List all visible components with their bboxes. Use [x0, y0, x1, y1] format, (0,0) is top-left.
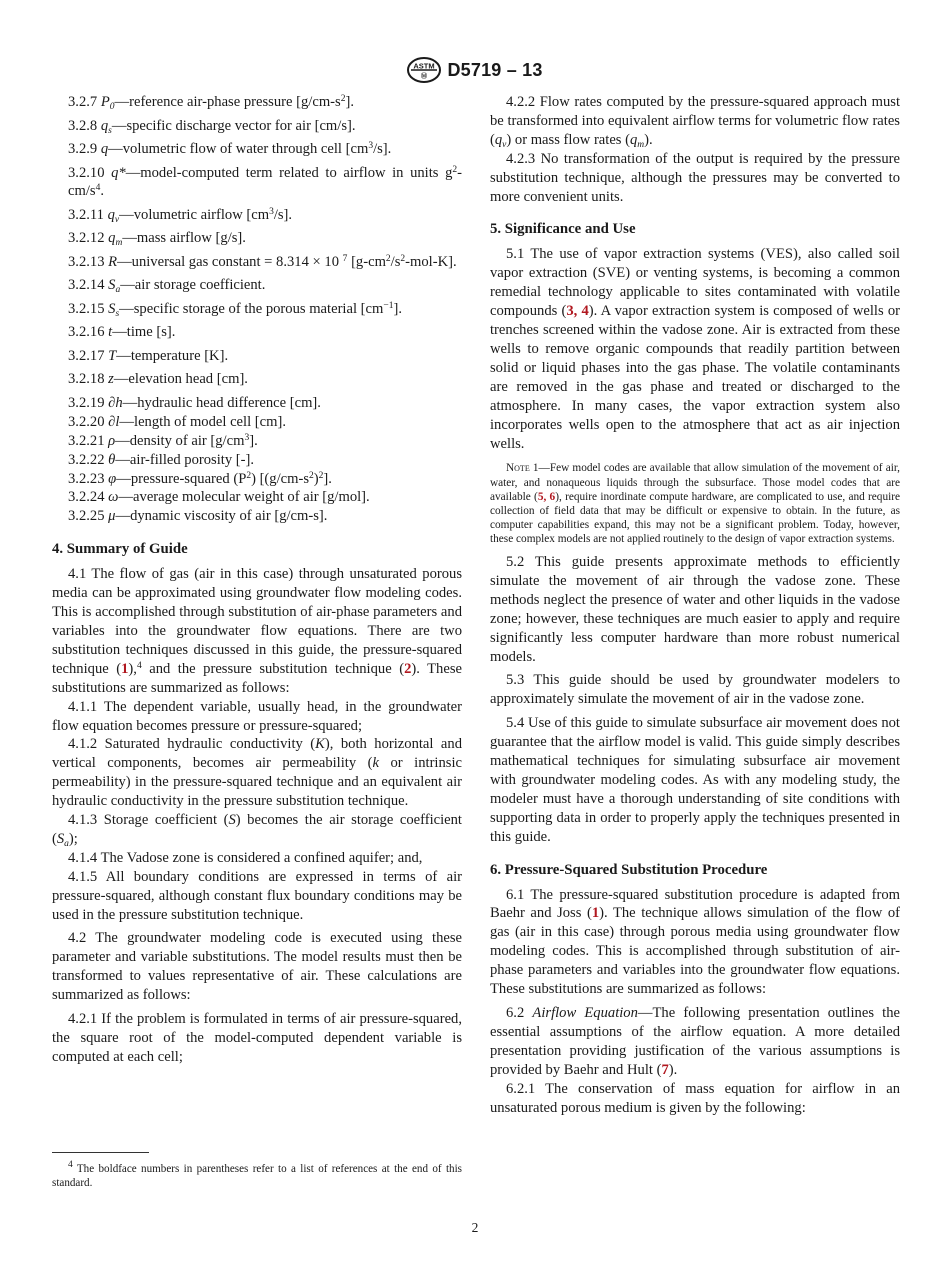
note-1: Note 1—Few model codes are available that allow simulation of the movement of air, water, and nonaqueous liquids through the subsurface. Those model codes that are available (5, 6), require inordinate compute hardware, are complicated to use, and require collection of field data that may be difficult or expensive to obtain. In the future, as computer capabilities expand, this may not be a significant problem. Today, however, these complex models are not applied routinely to the design of vapor extraction systems.	[490, 462, 901, 545]
astm-logo-icon	[407, 57, 441, 83]
svg-text:Ⓜ: Ⓜ	[421, 74, 428, 80]
definition-item: 3.2.10 q*—model-computed term related to airflow in units $g^2-cm/s^4$.	[68, 164, 462, 200]
definition-item: 3.2.15 $S_s—specific$ storage of the porous material $[cm^{-1}]$.	[68, 300, 402, 319]
footnote: $^4$ The boldface numbers in parentheses refer to a list of references at the end of this standard.	[52, 1160, 462, 1190]
definition-item: 3.2.19 ∂h—hydraulic head difference [cm].	[68, 394, 321, 411]
definition-item: 3.2.24 ω—average molecular weight of air [g/mol].	[68, 489, 370, 506]
left-column	[52, 93, 462, 1067]
definition-item: 3.2.20 ∂l—length of model cell [cm].	[68, 413, 286, 430]
para-4-2-2: 4.2.2 Flow rates computed by the pressure-squared approach must be transformed into equivalent airflow terms for volumetric flow rates $(q_v)$ or mass flow rates $(q_m)$.	[490, 94, 900, 150]
para-4-2-3: 4.2.3 No transformation of the output is required by the pressure substitution technique, although the pressures may be converted to more convenient units.	[490, 150, 900, 205]
definition-item: 3.2.16 t—time [s].	[68, 324, 176, 341]
definitions-list	[52, 93, 462, 526]
definition-item: 3.2.25 μ—dynamic viscosity of air [g/cm-s].	[68, 508, 328, 525]
section-4-heading: 4. Summary of Guide	[52, 541, 188, 558]
para-6-2-1: 6.2.1 The conservation of mass equation for airflow in an unsaturated porous medium is given by the following:	[490, 1080, 900, 1116]
ref-link-2[interactable]: 2	[404, 660, 412, 677]
definition-item: 3.2.12 $q_m—mass$ airflow [g/s].	[68, 230, 246, 249]
definition-item: 3.2.17 T—temperature [K].	[68, 347, 229, 364]
section-5-heading: 5. Significance and Use	[490, 221, 636, 238]
para-4-2-1: 4.2.1 If the problem is formulated in terms of air pressure-squared, the square root of the model-computed dependent variable is computed at each cell;	[52, 1011, 462, 1065]
definition-item: 3.2.18 z—elevation head [cm].	[68, 371, 248, 388]
right-column	[490, 93, 900, 1117]
footnote-mark[interactable]: 4	[136, 660, 142, 671]
definition-item: 3.2.7 $P_0—reference$ air-phase pressure $[g/cm-s^2]$.	[68, 94, 354, 112]
para-4-1-1: 4.1.1 The dependent variable, usually head, in the groundwater flow equation becomes pressure or pressure-squared;	[52, 698, 462, 734]
ref-link-3-4[interactable]: 3, 4	[566, 303, 589, 320]
para-4-1-2: 4.1.2 Saturated hydraulic conductivity (K), both horizontal and vertical components, becomes air permeability (k or intrinsic permeability) in the pressure-squared technique and an equivalent air hydraulic conductivity in the pressure substitution technique.	[52, 736, 462, 810]
definition-item: 3.2.14 $S_a—air$ storage coefficient.	[68, 277, 266, 296]
para-5-3: 5.3 This guide should be used by groundwater modelers to approximately simulate the movement of air in the vadose zone.	[490, 672, 900, 708]
definition-item: 3.2.11 $q_v—volumetric$ airflow $[cm^3/s]$.	[68, 206, 293, 225]
para-4-1-3: 4.1.3 Storage coefficient (S) becomes the air storage coefficient $(S_a)$;	[52, 812, 462, 849]
definition-item: 3.2.8 $q_s—specific$ discharge vector for air [cm/s].	[68, 117, 356, 136]
para-4-2: 4.2 The groundwater modeling code is executed using these parameter and variable substitutions. The model results must then be transformed to values representative of air. These calculations are summarized as follows:	[52, 930, 462, 1004]
page-number: 2	[471, 1220, 479, 1235]
definition-item: 3.2.9 q—volumetric flow of water through cell $[cm^3/s]$.	[68, 141, 392, 157]
ref-link-1b[interactable]: 1	[591, 905, 600, 922]
page-header	[0, 56, 950, 84]
para-4-1-4: 4.1.4 The Vadose zone is considered a confined aquifer; and,	[68, 849, 423, 866]
para-5-2: 5.2 This guide presents approximate methods to efficiently simulate the movement of air through the vadose zone. These methods neglect the presence of water and other liquids in the vadose zone; however, these techniques are much easier to apply and require significantly less computer hardware than more robust numerical models.	[490, 553, 900, 665]
ref-link-7[interactable]: 7	[661, 1061, 669, 1078]
section-6-heading: 6. Pressure-Squared Substitution Procedure	[490, 861, 768, 878]
definition-item: 3.2.23 φ—pressure-squared $(P^2)$ $[(g/cm-s^2)^2]$.	[68, 470, 332, 487]
footnote-divider	[52, 1152, 149, 1153]
para-6-1: 6.1 The pressure-squared substitution procedure is adapted from Baehr and Joss (1). The technique allows simulation of the flow of gas (air in this case) through porous media using groundwater flow modeling codes. This is accomplished through substitution of air-phase parameters and variables into the groundwater flow equations. These substitutions are summarized as follows:	[490, 886, 900, 998]
definition-item: 3.2.21 ρ—density of air $[g/cm^3]$.	[68, 432, 258, 449]
para-6-2: 6.2 Airflow Equation—The following presentation outlines the essential assumptions of the airflow equation. A more detailed presentation providing justification of the various assumptions is provided by Baehr and Hult (7).	[490, 1005, 900, 1078]
para-4-1: 4.1 The flow of gas (air in this case) through unsaturated porous media can be approximated using groundwater flow modeling codes. This is accomplished through substitution of air-phase parameters and variables into the groundwater flow equations. There are two substitution techniques discussed in this guide, the pressure-squared technique (1),$^4$ and the pressure substitution technique (2). These substitutions are summarized as follows:	[52, 566, 462, 696]
para-4-1-5: 4.1.5 All boundary conditions are expressed in terms of air pressure-squared, although constant flux boundary conditions may be used in the pressure substitution technique.	[52, 868, 462, 923]
definition-item: 3.2.22 θ—air-filled porosity [-].	[68, 451, 255, 468]
definition-item: 3.2.13 R—universal gas constant = 8.314 × 10 $^7$ $[g-cm^2/s^2-mol-K]$.	[68, 253, 457, 270]
para-5-4: 5.4 Use of this guide to simulate subsurface air movement does not guarantee that the airflow model is valid. This guide simply describes mathematical techniques for simulating subsurface air movement with groundwater modeling codes. As with any modeling study, the modeler must have a thorough understanding of site conditions with supporting data in order to properly apply the techniques presented in this guide.	[490, 715, 900, 845]
svg-text:ASTM: ASTM	[413, 61, 436, 71]
ref-link-5-6[interactable]: 5, 6	[537, 490, 556, 503]
para-5-1: 5.1 The use of vapor extraction systems (VES), also called soil vapor extraction (SVE) or venting systems, is becoming a common remedial technology applicable to sites contaminated with volatile compounds (3, 4). A vapor extraction system is composed of wells or trenches screened within the vadose zone. Air is extracted from these wells to remove organic compounds that readily partition between solid or liquid phases into the gas phase. The volatile contaminants are removed in the gas phase and treated or discharged to the atmosphere. In many cases, the vapor extraction system also incorporates wells open to the atmosphere that act as air injection wells.	[490, 246, 900, 452]
ref-link-1[interactable]: 1	[121, 660, 129, 677]
document-id: D5719 – 13	[447, 59, 543, 80]
